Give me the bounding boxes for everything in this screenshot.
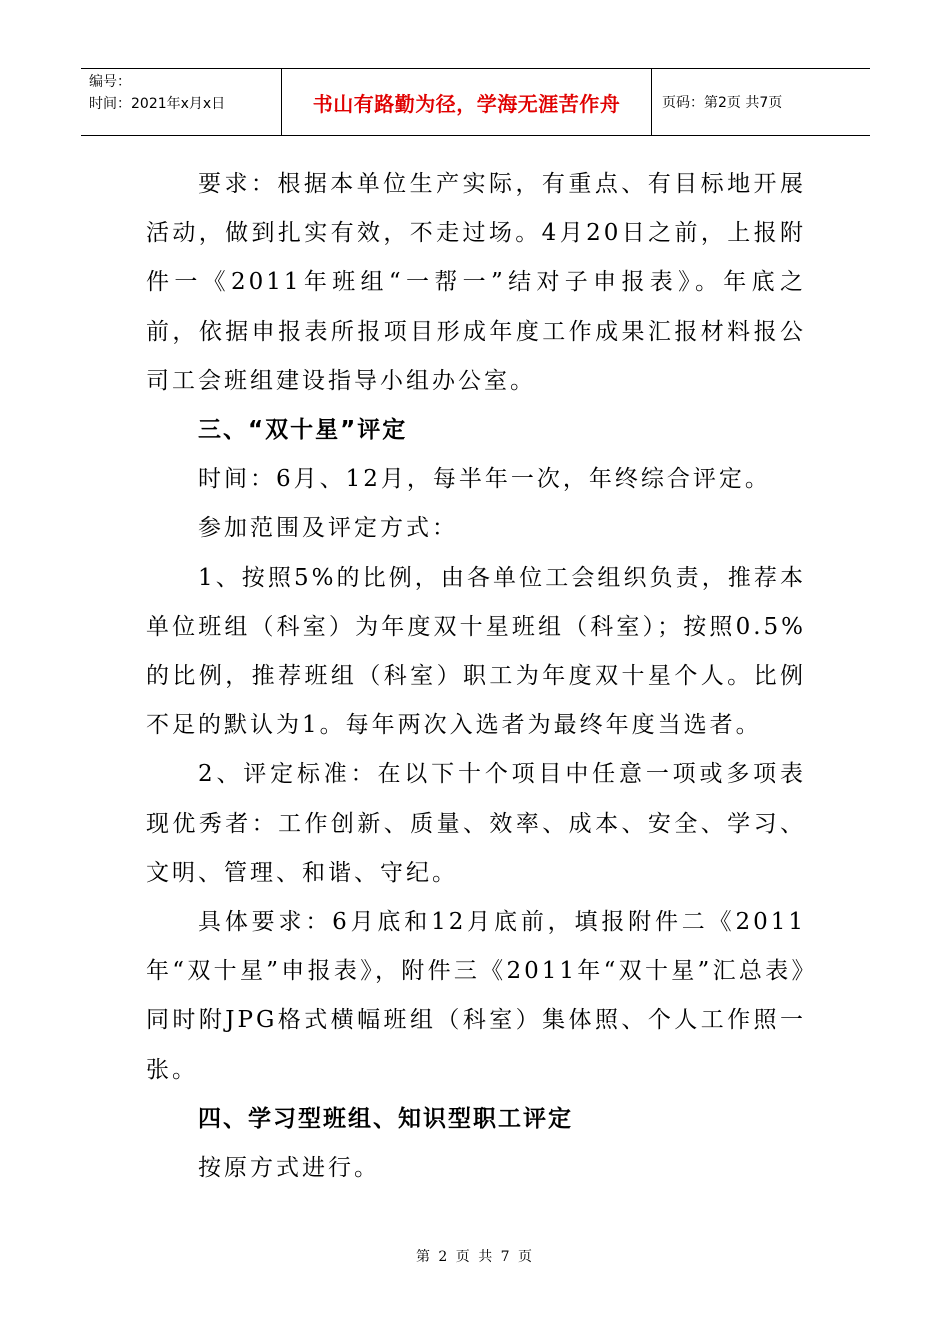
scope-item-1-paragraph: 1、按照5%的比例，由各单位工会组织负责，推荐本单位班组（科室）为年度双十星班组（科室）；按照0.5%的比例，推荐班组（科室）职工为年度双十星个人。比例不足的默认为1。每年两次入选者为最终年度当选者。: [146, 564, 806, 739]
evaluation-time-paragraph: 时间：6月、12月，每半年一次，年终综合评定。: [198, 466, 771, 493]
section-heading-shuangshixing: 三、“双十星”评定: [198, 417, 408, 444]
document-body: [146, 160, 806, 1193]
page-footer: 第 2 页 共 7 页: [415, 1249, 535, 1265]
scope-heading-paragraph: 参加范围及评定方式：: [198, 515, 458, 542]
document-header: [81, 68, 870, 136]
specific-requirement-paragraph: 具体要求：6月底和12月底前，填报附件二《2011年“双十星”申报表》，附件三《2011年“双十星”汇总表》同时附JPG格式横幅班组（科室）集体照、个人工作照一张。: [146, 909, 806, 1083]
header-meta: [81, 69, 282, 135]
original-method-paragraph: 按原方式进行。: [198, 1155, 380, 1182]
requirement-paragraph: 要求：根据本单位生产实际，有重点、有目标地开展活动，做到扎实有效，不走过场。4月20日之前，上报附件一《2011年班组“一帮一”结对子申报表》。年底之前，依据申报表所报项目形成年度工作成果汇报材料报公司工会班组建设指导小组办公室。: [146, 171, 806, 394]
header-motto: 书山有路勤为径，学海无涯苦作舟: [282, 69, 652, 135]
scope-item-2-paragraph: 2、评定标准：在以下十个项目中任意一项或多项表现优秀者：工作创新、质量、效率、成本、安全、学习、文明、管理、和谐、守纪。: [146, 761, 806, 886]
document-time-label: 时间：2021年x月x日: [89, 96, 226, 112]
section-heading-learning-team: 四、学习型班组、知识型职工评定: [198, 1105, 573, 1132]
header-page-info: 页码：第2页 共7页: [662, 95, 783, 111]
document-number-label: 编号：: [89, 74, 131, 90]
